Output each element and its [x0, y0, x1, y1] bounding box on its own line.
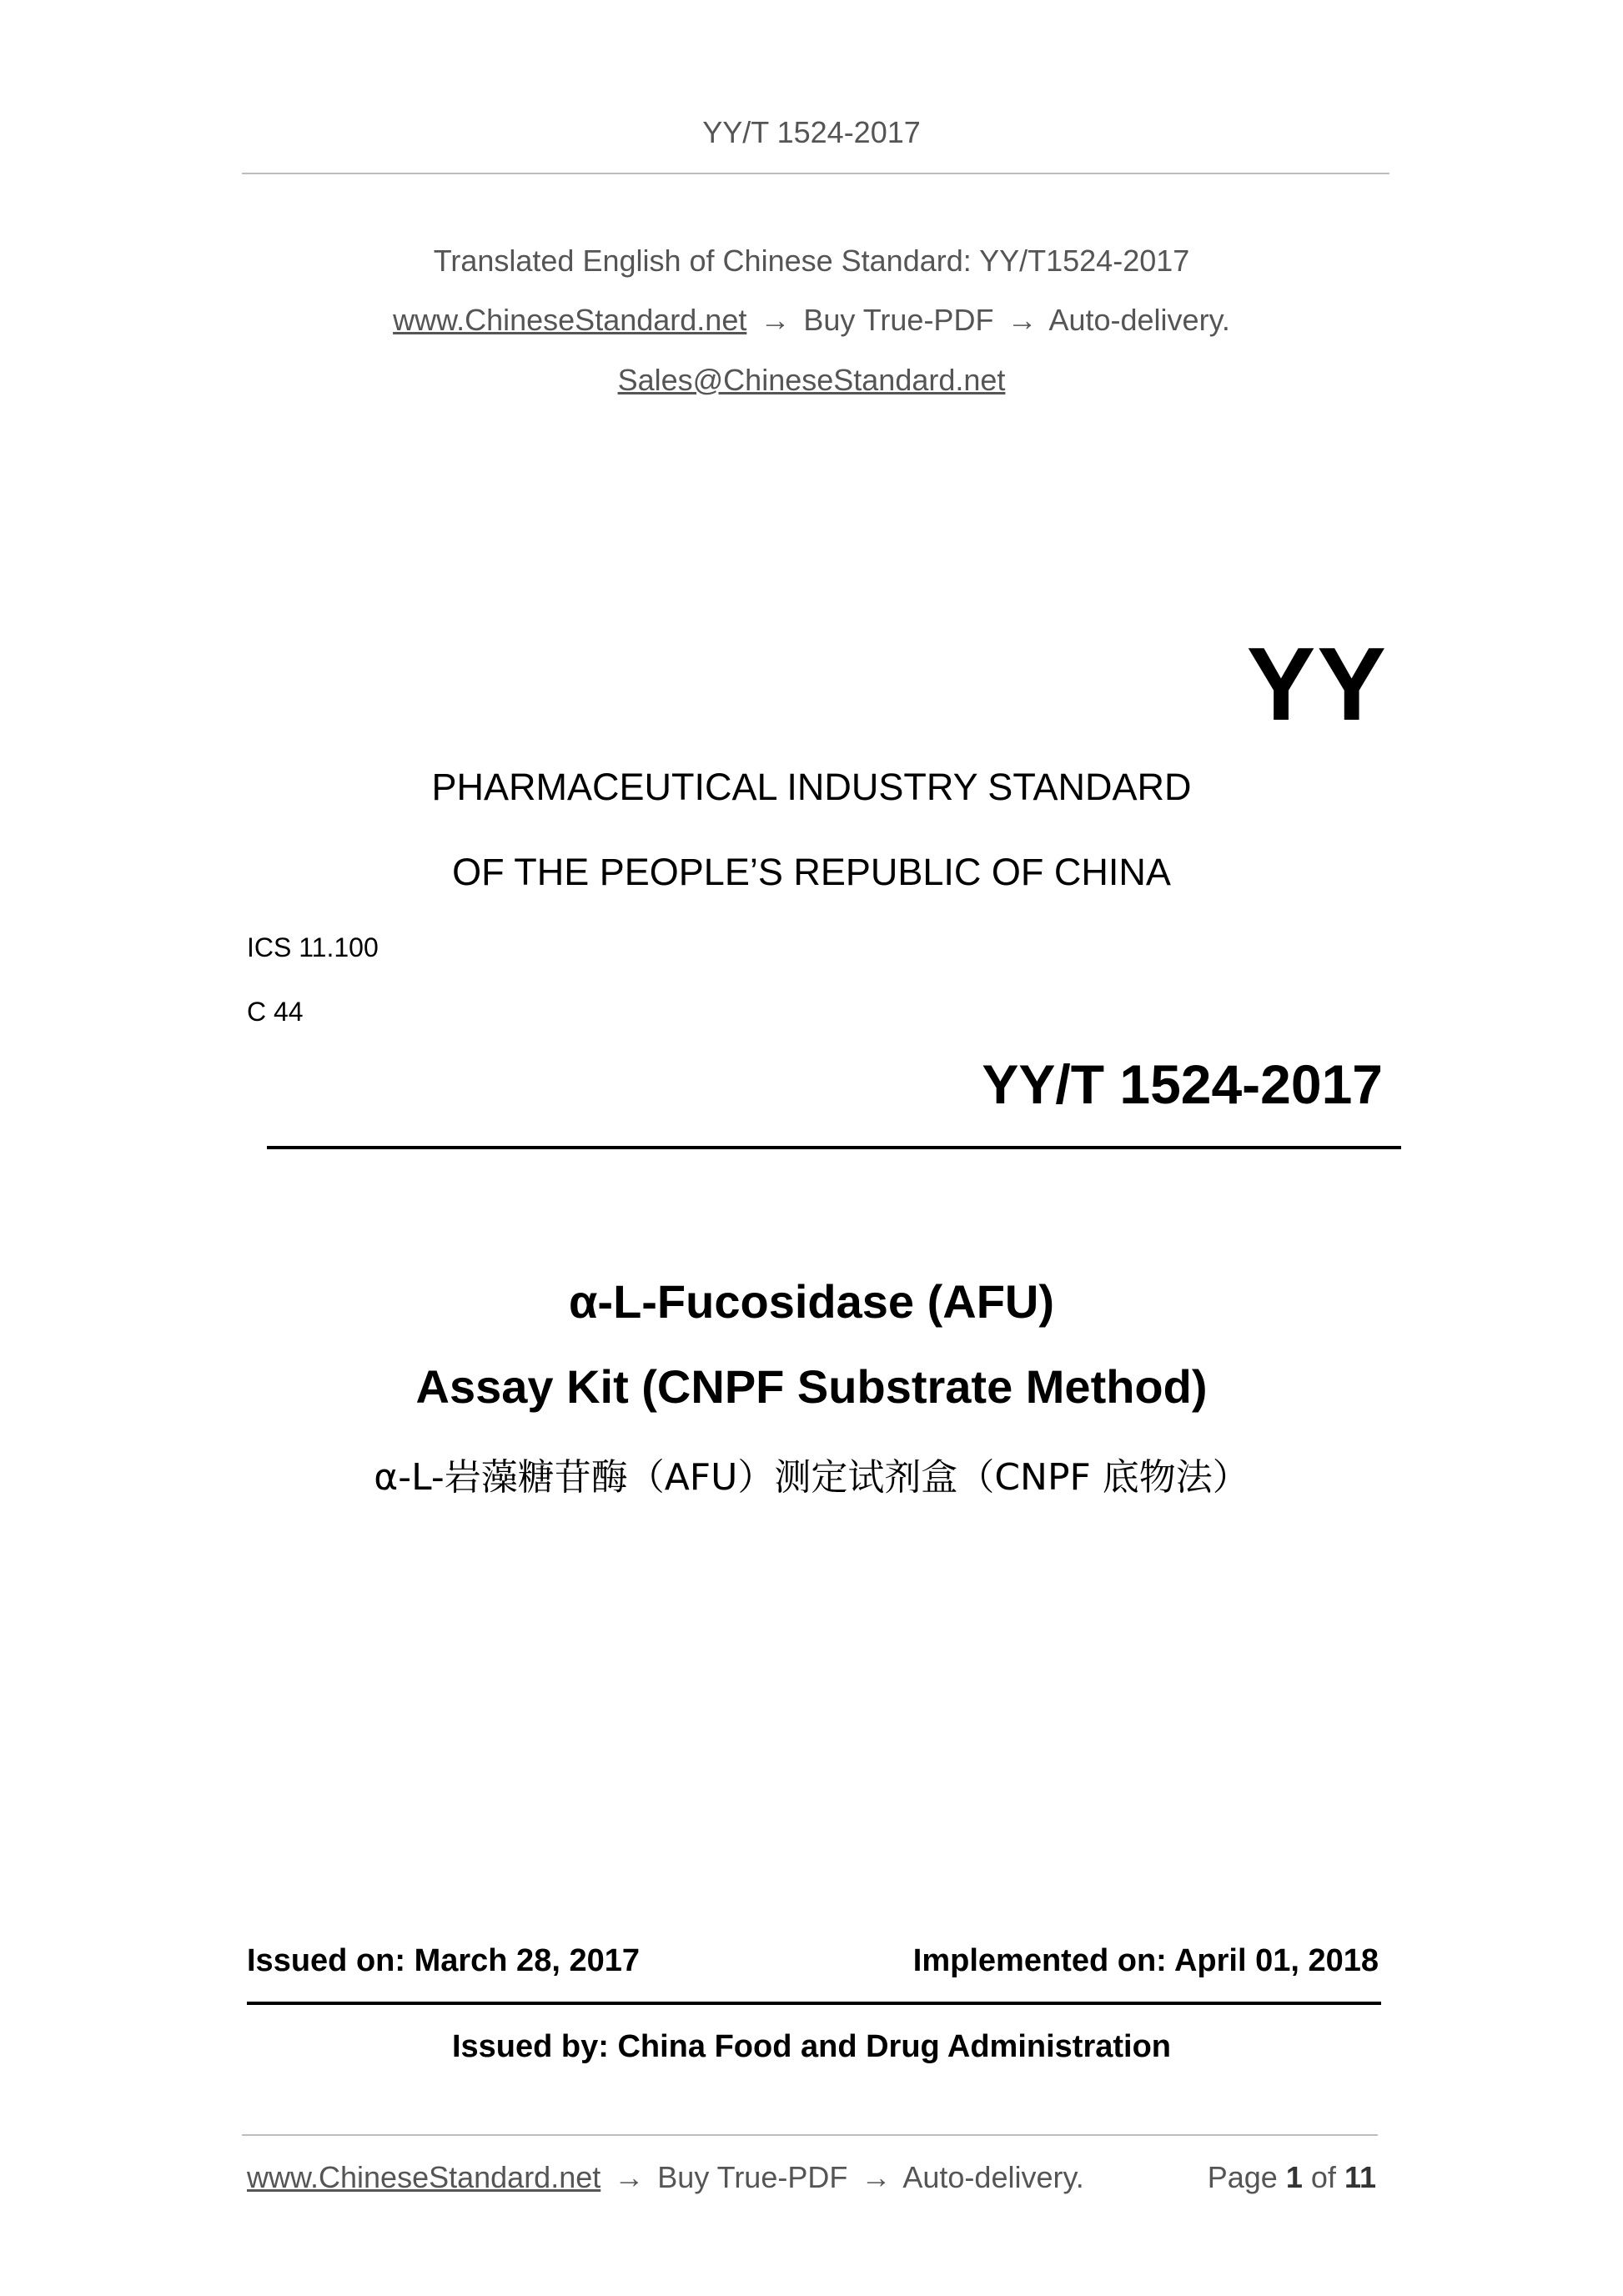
- footer-divider: [242, 2134, 1378, 2136]
- sales-line: [0, 363, 1623, 398]
- page-current: 1: [1285, 2160, 1303, 2194]
- buy-pdf-text: Buy True-PDF: [803, 303, 994, 337]
- footer-promo: [247, 2160, 1084, 2195]
- classification-code: C 44: [247, 997, 304, 1027]
- page-of: of: [1310, 2160, 1336, 2194]
- page-label: Page: [1207, 2160, 1278, 2194]
- standard-number: YY/T 1524-2017: [982, 1053, 1383, 1115]
- standard-number-rule: [267, 1146, 1401, 1149]
- standard-type-line1: PHARMACEUTICAL INDUSTRY STANDARD: [431, 766, 1192, 808]
- implemented-on-date: Implemented on: April 01, 2018: [912, 1943, 1379, 1978]
- arrow-right-icon: →: [614, 2160, 645, 2194]
- issue-rule: [247, 2002, 1381, 2005]
- arrow-right-icon: →: [1007, 303, 1038, 337]
- title-line2: Assay Kit (CNPF Substrate Method): [415, 1360, 1208, 1413]
- running-header: YY/T 1524-2017: [702, 115, 921, 149]
- arrow-right-icon: →: [760, 303, 791, 337]
- title-line1: α-L-Fucosidase (AFU): [569, 1275, 1054, 1328]
- footer-delivery-text: Auto-delivery.: [902, 2160, 1084, 2194]
- sales-email-link[interactable]: Sales@ChineseStandard.net: [617, 363, 1006, 397]
- promo-line: [0, 303, 1623, 338]
- title-chinese: α-L-岩藻糖苷酶（AFU）测定试剂盒（CNPF 底物法）: [374, 1456, 1249, 1499]
- ics-code: ICS 11.100: [247, 932, 379, 962]
- page-total: 11: [1344, 2160, 1376, 2194]
- arrow-right-icon: →: [861, 2160, 892, 2194]
- standard-mark: YY: [1246, 627, 1388, 742]
- issued-by: Issued by: China Food and Drug Administration: [451, 2029, 1172, 2064]
- issued-on-date: Issued on: March 28, 2017: [247, 1943, 640, 1978]
- page-indicator: [1208, 2160, 1376, 2195]
- footer-site-link[interactable]: www.ChineseStandard.net: [247, 2160, 601, 2194]
- footer-buy-text: Buy True-PDF: [657, 2160, 848, 2194]
- site-link[interactable]: www.ChineseStandard.net: [393, 303, 747, 337]
- auto-delivery-text: Auto-delivery.: [1048, 303, 1230, 337]
- standard-type-line2: OF THE PEOPLE’S REPUBLIC OF CHINA: [452, 851, 1171, 893]
- translation-notice: Translated English of Chinese Standard: YY/T1524-2017: [433, 244, 1190, 278]
- header-divider: [242, 173, 1389, 174]
